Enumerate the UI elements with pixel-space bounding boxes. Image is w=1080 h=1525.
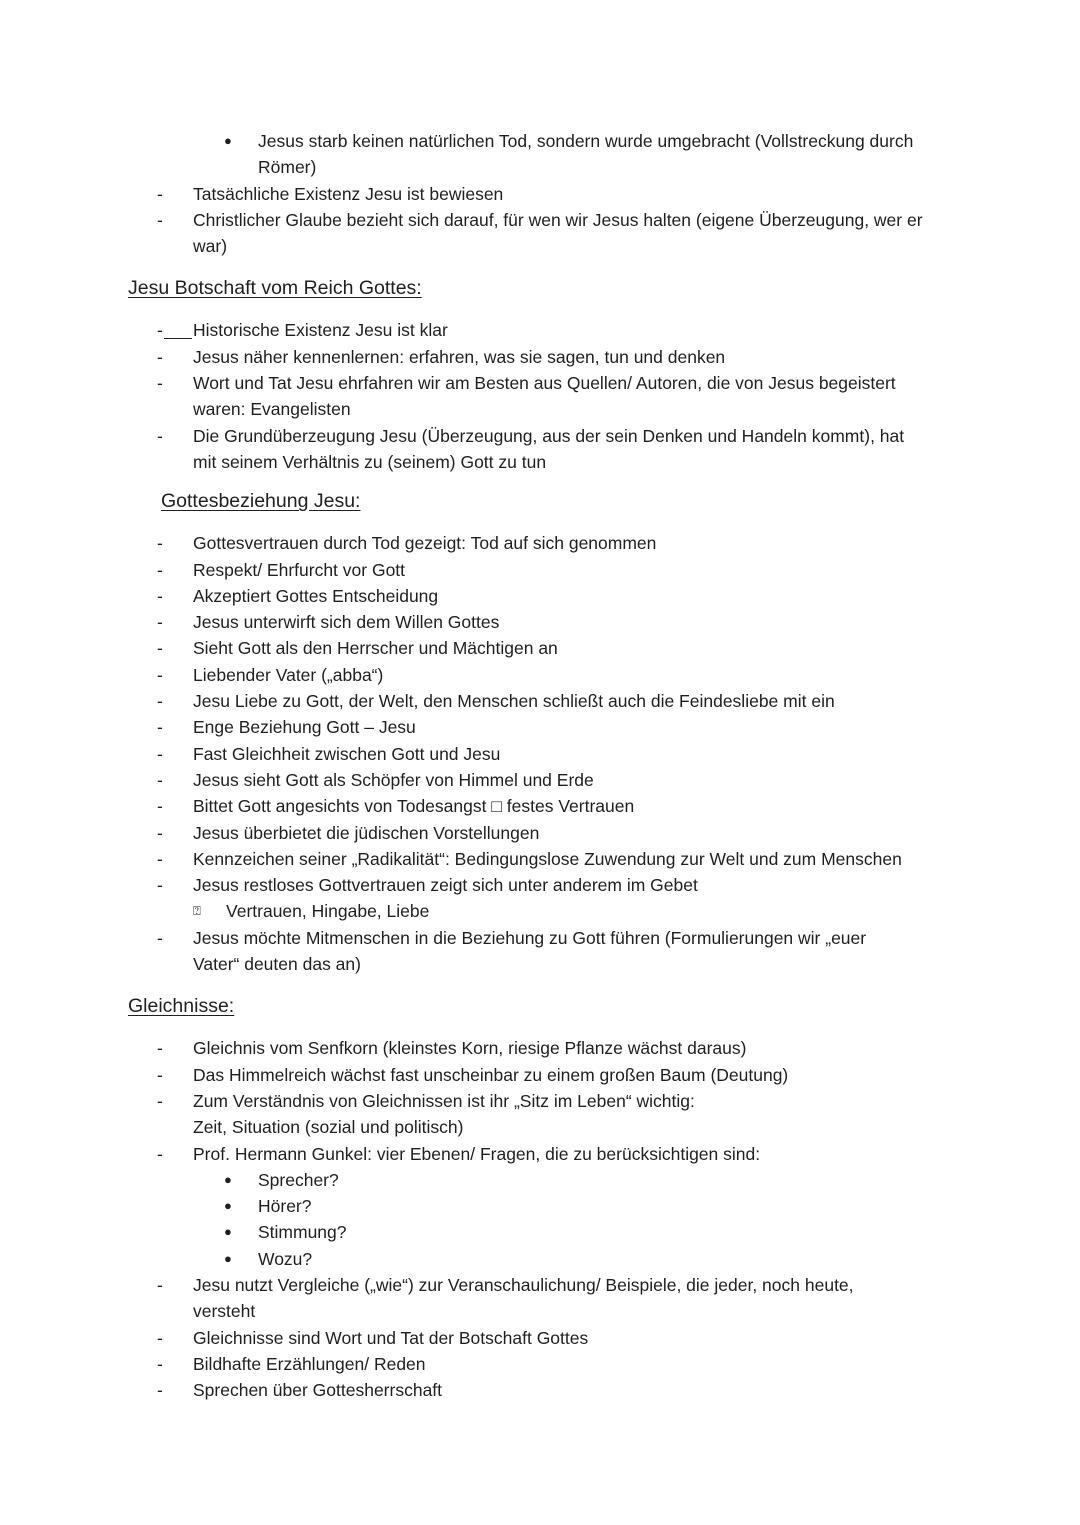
list-item: [0, 181, 1080, 207]
dash-icon: -: [157, 638, 163, 659]
list-item-text: versteht: [193, 1301, 256, 1322]
list-item-text: Tatsächliche Existenz Jesu ist bewiesen: [193, 183, 504, 204]
list-item-continuation: [0, 1114, 1080, 1140]
dash-icon: -: [157, 585, 163, 606]
subsection-heading: [0, 488, 1080, 514]
list-item: [0, 1035, 1080, 1061]
list-item-text: Bildhafte Erzählungen/ Reden: [193, 1353, 426, 1374]
question-text: Wozu?: [258, 1248, 313, 1269]
dash-icon: -: [157, 848, 163, 869]
list-item: [0, 344, 1080, 370]
dash-icon: -: [157, 1143, 163, 1164]
dash-icon: -: [157, 1064, 163, 1085]
dash-icon: -: [157, 612, 163, 633]
list-item-text: Vertrauen, Hingabe, Liebe: [226, 901, 430, 922]
list-item: [0, 846, 1080, 872]
list-item-text: Christlicher Glaube bezieht sich darauf, für wen wir Jesus halten (eigene Überzeugung, wer er: [193, 209, 923, 230]
list-item: [0, 583, 1080, 609]
dash-icon: -: [157, 717, 163, 738]
dash-icon: -: [157, 769, 163, 790]
list-item-text: Das Himmelreich wächst fast unscheinbar zu einem großen Baum (Deutung): [193, 1064, 789, 1085]
list-item-text: Römer): [258, 157, 317, 178]
question-text: Sprecher?: [258, 1169, 339, 1190]
list-item: [0, 767, 1080, 793]
list-item: [0, 1351, 1080, 1377]
list-item-text: Enge Beziehung Gott – Jesu: [193, 717, 416, 738]
list-item-text: Gleichnis vom Senfkorn (kleinstes Korn, riesige Pflanze wächst daraus): [193, 1038, 747, 1059]
section-heading-text: Jesu Botschaft vom Reich Gottes:: [128, 277, 422, 300]
list-item-text: Jesu nutzt Vergleiche („wie“) zur Veranschaulichung/ Beispiele, die jeder, noch heute,: [193, 1274, 854, 1295]
list-item-text: Zeit, Situation (sozial und politisch): [193, 1117, 464, 1138]
list-item-text: Jesus starb keinen natürlichen Tod, sondern wurde umgebracht (Vollstreckung durch: [258, 131, 914, 151]
list-item: [0, 662, 1080, 688]
dash-icon: -: [157, 1327, 163, 1348]
subsection-heading-text: Gottesbeziehung Jesu:: [161, 490, 361, 513]
list-item: [0, 714, 1080, 740]
question-item: [0, 1246, 1080, 1272]
question-item: [0, 1167, 1080, 1193]
dash-icon: -: [157, 743, 163, 764]
list-item: [0, 820, 1080, 846]
list-item: [0, 317, 1080, 343]
dash-icon: -: [157, 1274, 163, 1295]
list-item: [0, 207, 1080, 233]
list-item: [0, 370, 1080, 396]
bullet-icon: ●: [224, 1250, 232, 1266]
list-item: [0, 1325, 1080, 1351]
list-item-continuation: [0, 396, 1080, 422]
bullet-icon: ●: [224, 133, 232, 148]
list-item-text: Gottesvertrauen durch Tod gezeigt: Tod auf sich genommen: [193, 533, 657, 554]
list-item-continuation: [0, 951, 1080, 977]
dash-icon: -: [157, 927, 163, 948]
list-item: [0, 1272, 1080, 1298]
question-text: Stimmung?: [258, 1222, 347, 1243]
list-item-continuation: [0, 233, 1080, 259]
dash-icon: -: [157, 1038, 163, 1059]
section-heading-text: Gleichnisse:: [128, 995, 235, 1018]
dash-icon: -: [157, 183, 163, 204]
list-item: [0, 128, 1080, 154]
bullet-icon: ●: [224, 1198, 232, 1214]
list-item: [0, 741, 1080, 767]
list-item-text: Jesus unterwirft sich dem Willen Gottes: [193, 612, 500, 633]
list-item-continuation: [0, 449, 1080, 475]
question-item: [0, 1219, 1080, 1245]
dash-icon: -: [157, 796, 163, 817]
list-item: [0, 1062, 1080, 1088]
list-item-text: war): [193, 236, 228, 257]
dash-icon: -: [157, 822, 163, 843]
list-item-text: Fast Gleichheit zwischen Gott und Jesu: [193, 743, 501, 764]
bullet-icon: ●: [224, 1171, 232, 1187]
list-item-text: Kennzeichen seiner „Radikalität“: Bedingungslose Zuwendung zur Welt und zum Menschen: [193, 848, 902, 869]
dash-icon: -: [157, 875, 163, 896]
list-item-text: Jesu Liebe zu Gott, der Welt, den Menschen schließt auch die Feindesliebe mit ein: [193, 691, 835, 712]
list-item-text: Sprechen über Gottesherrschaft: [193, 1380, 443, 1401]
list-item-continuation: [0, 154, 1080, 180]
dash-icon: -: [157, 320, 163, 341]
list-item-text: Liebender Vater („abba“): [193, 664, 384, 685]
question-item: [0, 1193, 1080, 1219]
list-item-text: Gleichnisse sind Wort und Tat der Botschaft Gottes: [193, 1327, 589, 1348]
missing-glyph-icon: ⍰: [193, 903, 201, 919]
dash-icon: -: [157, 209, 163, 230]
list-item: [0, 530, 1080, 556]
list-item-text: Bittet Gott angesichts von Todesangst □ festes Vertrauen: [193, 796, 635, 817]
list-item-text: Jesus überbietet die jüdischen Vorstellungen: [193, 822, 540, 843]
list-item-text: Akzeptiert Gottes Entscheidung: [193, 585, 439, 606]
list-item-continuation: [0, 1298, 1080, 1324]
list-item-text: Jesus näher kennenlernen: erfahren, was sie sagen, tun und denken: [193, 346, 726, 367]
dash-icon: -: [157, 559, 163, 580]
list-item-text: Jesus sieht Gott als Schöpfer von Himmel und Erde: [193, 769, 594, 790]
underline-mark: [164, 338, 192, 339]
dash-icon: -: [157, 346, 163, 367]
dash-icon: -: [157, 1353, 163, 1374]
dash-icon: -: [157, 691, 163, 712]
dash-icon: -: [157, 425, 163, 446]
list-item: [0, 609, 1080, 635]
list-item-text: Die Grundüberzeugung Jesu (Überzeugung, aus der sein Denken und Handeln kommt), hat: [193, 425, 905, 446]
list-item: [0, 1088, 1080, 1114]
list-item-text: waren: Evangelisten: [193, 399, 351, 420]
list-item-text: Zum Verständnis von Gleichnissen ist ihr „Sitz im Leben“ wichtig:: [193, 1090, 695, 1111]
list-item: [0, 872, 1080, 898]
list-item-text: Jesus restloses Gottvertrauen zeigt sich unter anderem im Gebet: [193, 875, 698, 896]
list-item-text: Wort und Tat Jesu ehrfahren wir am Besten aus Quellen/ Autoren, die von Jesus begeistert: [193, 373, 896, 394]
list-item-text: mit seinem Verhältnis zu (seinem) Gott zu tun: [193, 451, 547, 472]
list-item-text: Respekt/ Ehrfurcht vor Gott: [193, 559, 406, 580]
section-heading: [0, 275, 1080, 301]
list-item: [0, 1141, 1080, 1167]
question-text: Hörer?: [258, 1196, 312, 1217]
list-item: [0, 635, 1080, 661]
list-item: [0, 557, 1080, 583]
list-item: [0, 688, 1080, 714]
list-item: [0, 793, 1080, 819]
list-item: [0, 925, 1080, 951]
dash-icon: -: [157, 373, 163, 394]
dash-icon: -: [157, 1380, 163, 1401]
dash-icon: -: [157, 533, 163, 554]
list-item-text: Sieht Gott als den Herrscher und Mächtigen an: [193, 638, 558, 659]
section-heading: [0, 993, 1080, 1019]
dash-icon: -: [157, 664, 163, 685]
dash-icon: -: [157, 1090, 163, 1111]
list-item-subline: [0, 898, 1080, 924]
list-item-text: Vater“ deuten das an): [193, 954, 361, 975]
document-page: [0, 128, 1080, 1403]
list-item: [0, 1377, 1080, 1403]
bullet-icon: ●: [224, 1224, 232, 1240]
list-item-text: Historische Existenz Jesu ist klar: [193, 320, 448, 341]
list-item-text: Jesus möchte Mitmenschen in die Beziehung zu Gott führen (Formulierungen wir „euer: [193, 927, 867, 948]
list-item: [0, 423, 1080, 449]
list-item-text: Prof. Hermann Gunkel: vier Ebenen/ Fragen, die zu berücksichtigen sind:: [193, 1143, 761, 1164]
